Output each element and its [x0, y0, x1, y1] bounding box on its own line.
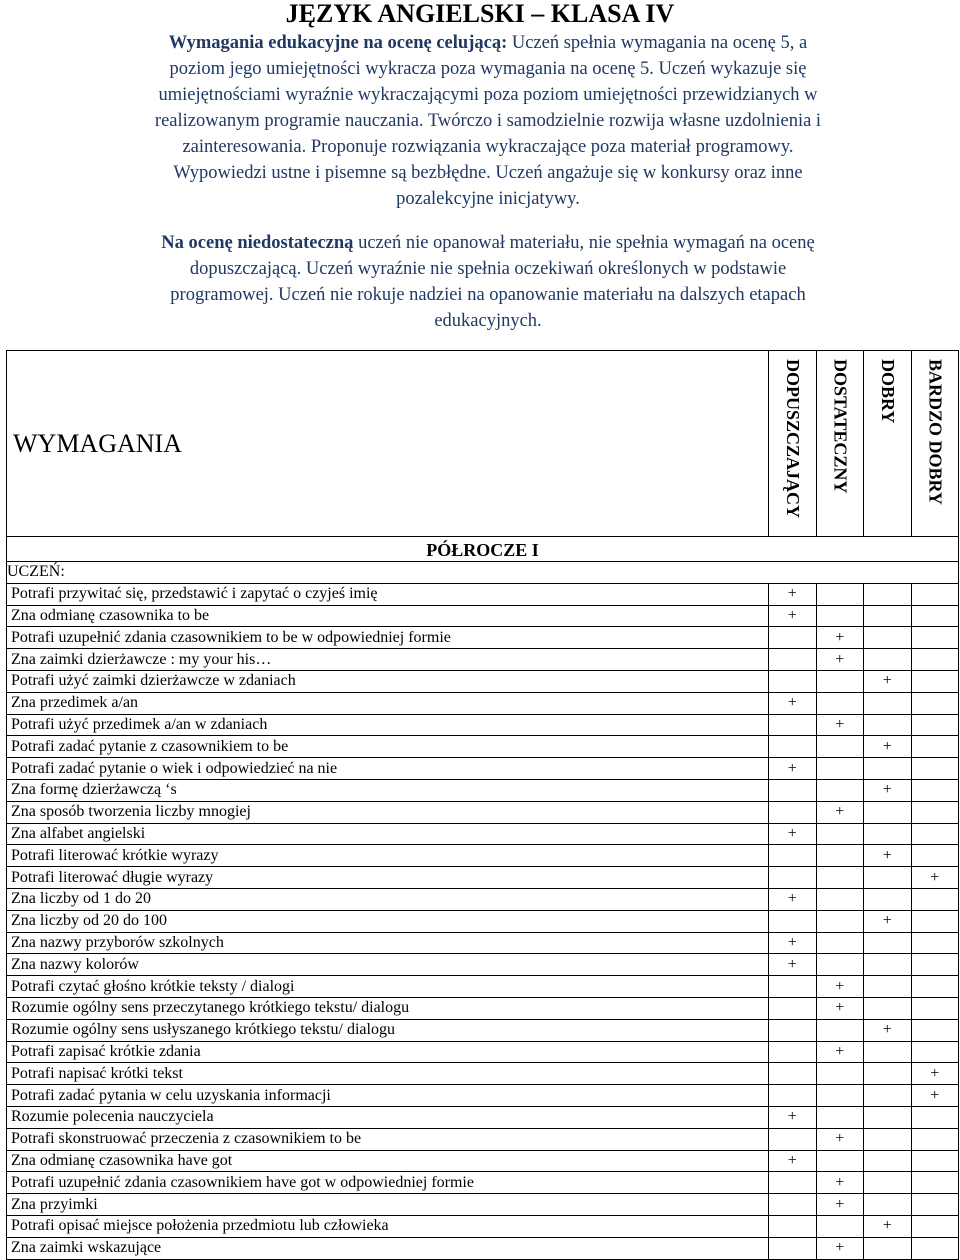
grade-cell	[911, 1150, 959, 1172]
grade-cell	[816, 670, 864, 692]
grade-cell	[864, 605, 912, 627]
grade-cell	[769, 801, 817, 823]
grade-cell	[911, 758, 959, 780]
grade-cell	[911, 736, 959, 758]
table-row	[7, 692, 959, 714]
description-line: programowej. Uczeń nie rokuje nadziei na opanowanie materiału na dalszych etapach	[170, 285, 806, 305]
grade-cell	[816, 845, 864, 867]
description-line: umiejętnościami wyraźnie wykraczającymi poza poziom umiejętności przewidzianych w	[158, 85, 818, 105]
grade-mark: +	[911, 1085, 959, 1107]
grade-mark: +	[769, 1106, 817, 1128]
table-row	[7, 910, 959, 932]
grade-mark: +	[864, 845, 912, 867]
grade-cell	[816, 758, 864, 780]
requirement-text: Potrafi zadać pytanie o wiek i odpowiedzieć na nie	[7, 758, 769, 780]
grade-cell	[911, 910, 959, 932]
table-row	[7, 823, 959, 845]
grade-cell	[864, 1128, 912, 1150]
grade-mark: +	[769, 823, 817, 845]
requirement-text: Potrafi literować krótkie wyrazy	[7, 845, 769, 867]
requirement-text: Zna liczby od 1 do 20	[7, 888, 769, 910]
requirement-text: Zna formę dzierżawczą ‘s	[7, 779, 769, 801]
requirement-text: Potrafi czytać głośno krótkie teksty / dialogi	[7, 976, 769, 998]
subject-label: UCZEŃ:	[7, 562, 959, 584]
requirement-text: Zna zaimki wskazujące	[7, 1237, 769, 1259]
grade-cell	[911, 649, 959, 671]
grade-cell	[864, 649, 912, 671]
table-row	[7, 997, 959, 1019]
grade-cell	[911, 954, 959, 976]
table-row	[7, 1085, 959, 1107]
description-line: Wypowiedzi ustne i pisemne są bezbłędne. Uczeń angażuje się w konkursy oraz inne	[173, 163, 803, 183]
grade-cell	[911, 714, 959, 736]
table-row	[7, 954, 959, 976]
grade-cell	[864, 932, 912, 954]
grade-mark: +	[864, 910, 912, 932]
grade-cell	[864, 714, 912, 736]
requirement-text: Potrafi skonstruować przeczenia z czasownikiem to be	[7, 1128, 769, 1150]
table-row	[7, 1150, 959, 1172]
grade-cell	[864, 1063, 912, 1085]
table-row	[7, 1106, 959, 1128]
grade-header-label: DOSTATECZNY	[830, 359, 851, 494]
grade-cell	[911, 932, 959, 954]
grade-mark: +	[816, 1041, 864, 1063]
grade-mark: +	[769, 932, 817, 954]
grade-cell	[769, 670, 817, 692]
grade-cell	[911, 605, 959, 627]
grade-cell	[769, 910, 817, 932]
table-row	[7, 1019, 959, 1041]
table-row	[7, 1215, 959, 1237]
grade-cell	[864, 583, 912, 605]
grade-cell	[816, 1215, 864, 1237]
grade-mark: +	[911, 867, 959, 889]
grade-cell	[769, 1041, 817, 1063]
grade-cell	[816, 954, 864, 976]
grade-cell	[864, 1106, 912, 1128]
grade-mark: +	[816, 1172, 864, 1194]
requirement-text: Potrafi literować długie wyrazy	[7, 867, 769, 889]
grade-cell	[816, 867, 864, 889]
grade-mark: +	[816, 997, 864, 1019]
grade-cell	[911, 627, 959, 649]
grade-cell	[769, 845, 817, 867]
description-line: pozalekcyjne inicjatywy.	[396, 189, 580, 209]
grade-cell	[911, 1019, 959, 1041]
grade-cell	[911, 888, 959, 910]
grade-cell	[769, 779, 817, 801]
grade-cell	[864, 823, 912, 845]
grade-celujaca-label: Wymagania edukacyjne na ocenę celującą:	[168, 33, 508, 53]
grade-cell	[911, 692, 959, 714]
table-row	[7, 758, 959, 780]
grade-cell	[769, 1063, 817, 1085]
grade-cell	[911, 1106, 959, 1128]
grade-header-label: DOBRY	[877, 359, 898, 424]
grade-cell	[911, 779, 959, 801]
table-row	[7, 605, 959, 627]
grade-mark: +	[816, 714, 864, 736]
table-row	[7, 670, 959, 692]
grade-cell	[769, 976, 817, 998]
table-row	[7, 583, 959, 605]
table-row	[7, 888, 959, 910]
requirement-text: Potrafi uzupełnić zdania czasownikiem to be w odpowiedniej formie	[7, 627, 769, 649]
grade-cell	[911, 976, 959, 998]
grade-mark: +	[769, 1150, 817, 1172]
grade-mark: +	[769, 758, 817, 780]
requirement-text: Zna odmianę czasownika have got	[7, 1150, 769, 1172]
grade-cell	[816, 823, 864, 845]
grade-mark: +	[864, 736, 912, 758]
grade-mark: +	[864, 1019, 912, 1041]
requirement-text: Potrafi przywitać się, przedstawić i zapytać o czyjeś imię	[7, 583, 769, 605]
requirement-text: Rozumie ogólny sens przeczytanego krótkiego tekstu/ dialogu	[7, 997, 769, 1019]
grade-cell	[816, 888, 864, 910]
requirements-table	[6, 350, 959, 1260]
grade-cell	[864, 976, 912, 998]
table-row	[7, 1172, 959, 1194]
requirement-text: Zna odmianę czasownika to be	[7, 605, 769, 627]
grade-cell	[911, 801, 959, 823]
grade-mark: +	[864, 1215, 912, 1237]
grade-cell	[769, 867, 817, 889]
requirement-text: Potrafi zapisać krótkie zdania	[7, 1041, 769, 1063]
grade-header-dobry	[864, 351, 912, 537]
grade-mark: +	[769, 692, 817, 714]
grade-cell	[769, 1237, 817, 1259]
grade-mark: +	[816, 1237, 864, 1259]
table-row	[7, 649, 959, 671]
grade-cell	[911, 1237, 959, 1259]
grade-cell	[911, 1128, 959, 1150]
table-row	[7, 1237, 959, 1259]
grade-cell	[816, 1063, 864, 1085]
requirement-text: Potrafi uzupełnić zdania czasownikiem have got w odpowiedniej formie	[7, 1172, 769, 1194]
grade-cell	[769, 997, 817, 1019]
grade-cell	[864, 997, 912, 1019]
grade-cell	[911, 1041, 959, 1063]
description-line: edukacyjnych.	[434, 311, 542, 331]
table-row	[7, 867, 959, 889]
grade-cell	[911, 823, 959, 845]
requirement-text: Zna liczby od 20 do 100	[7, 910, 769, 932]
grade-cell	[816, 583, 864, 605]
grade-header-label: BARDZO DOBRY	[925, 359, 946, 505]
grade-cell	[864, 1041, 912, 1063]
grade-cell	[864, 1237, 912, 1259]
grade-cell	[816, 932, 864, 954]
requirement-text: Rozumie polecenia nauczyciela	[7, 1106, 769, 1128]
grade-header-dopuszczajacy	[769, 351, 817, 537]
grade-mark: +	[769, 583, 817, 605]
table-row	[7, 976, 959, 998]
grade-mark: +	[816, 976, 864, 998]
requirement-text: Potrafi napisać krótki tekst	[7, 1063, 769, 1085]
grade-niedostateczna-label: Na ocenę niedostateczną	[161, 233, 354, 253]
grade-cell	[911, 997, 959, 1019]
grade-cell	[816, 736, 864, 758]
description-line: poziom jego umiejętności wykracza poza wymagania na ocenę 5. Uczeń wykazuje się	[169, 59, 807, 79]
requirement-text: Zna nazwy przyborów szkolnych	[7, 932, 769, 954]
requirement-text: Zna przedimek a/an	[7, 692, 769, 714]
grade-cell	[816, 692, 864, 714]
table-row	[7, 1041, 959, 1063]
grade-cell	[864, 692, 912, 714]
grade-cell	[769, 1019, 817, 1041]
grade-cell	[864, 1150, 912, 1172]
requirement-text: Zna sposób tworzenia liczby mnogiej	[7, 801, 769, 823]
grade-mark: +	[769, 605, 817, 627]
grade-mark: +	[816, 1194, 864, 1216]
grade-cell	[769, 649, 817, 671]
grade-cell	[864, 867, 912, 889]
requirement-text: Zna zaimki dzierżawcze : my your his…	[7, 649, 769, 671]
page-title: JĘZYK ANGIELSKI – KLASA IV	[285, 0, 675, 28]
grade-cell	[911, 845, 959, 867]
grade-cell	[769, 627, 817, 649]
requirement-text: Zna nazwy kolorów	[7, 954, 769, 976]
section-title: PÓŁROCZE I	[7, 537, 959, 562]
grade-cell	[816, 779, 864, 801]
grade-cell	[816, 1085, 864, 1107]
grade-cell	[769, 714, 817, 736]
table-row	[7, 1128, 959, 1150]
grade-mark: +	[864, 670, 912, 692]
grade-mark: +	[769, 954, 817, 976]
grade-mark: +	[864, 779, 912, 801]
table-row	[7, 1194, 959, 1216]
requirement-text: Potrafi użyć przedimek a/an w zdaniach	[7, 714, 769, 736]
grade-cell	[911, 670, 959, 692]
grade-header-label: DOPUSZCZAJĄCY	[782, 359, 803, 519]
grade-cell	[911, 583, 959, 605]
grade-cell	[816, 1106, 864, 1128]
grade-cell	[769, 1085, 817, 1107]
requirement-text: Rozumie ogólny sens usłyszanego krótkiego tekstu/ dialogu	[7, 1019, 769, 1041]
grade-cell	[816, 910, 864, 932]
grade-cell	[911, 1194, 959, 1216]
grade-mark: +	[816, 801, 864, 823]
requirement-text: Potrafi zadać pytania w celu uzyskania informacji	[7, 1085, 769, 1107]
table-row	[7, 627, 959, 649]
grade-niedostateczna-description	[96, 230, 880, 334]
grade-mark: +	[911, 1063, 959, 1085]
description-line: Uczeń spełnia wymagania na ocenę 5, a	[507, 33, 808, 53]
grade-cell	[864, 1194, 912, 1216]
grade-cell	[864, 954, 912, 976]
grade-mark: +	[816, 649, 864, 671]
description-line: uczeń nie opanował materiału, nie spełnia wymagań na ocenę	[353, 233, 815, 253]
requirement-text: Potrafi zadać pytanie z czasownikiem to be	[7, 736, 769, 758]
grade-cell	[864, 1085, 912, 1107]
grade-cell	[816, 1150, 864, 1172]
grade-mark: +	[816, 627, 864, 649]
grade-celujaca-description	[96, 30, 880, 212]
grade-mark: +	[769, 888, 817, 910]
grade-cell	[769, 1128, 817, 1150]
grade-cell	[816, 1019, 864, 1041]
description-line: realizowanym programie nauczania. Twórczo i samodzielnie rozwija własne uzdolnienia i	[154, 111, 822, 131]
grade-header-dostateczny	[816, 351, 864, 537]
grade-cell	[864, 758, 912, 780]
grade-cell	[911, 1172, 959, 1194]
grade-cell	[769, 736, 817, 758]
grade-cell	[769, 1194, 817, 1216]
requirements-header: WYMAGANIA	[7, 351, 769, 537]
grade-cell	[769, 1215, 817, 1237]
table-row	[7, 932, 959, 954]
requirement-text: Zna alfabet angielski	[7, 823, 769, 845]
table-row	[7, 845, 959, 867]
grade-mark: +	[816, 1128, 864, 1150]
table-row	[7, 801, 959, 823]
requirement-text: Potrafi użyć zaimki dzierżawcze w zdaniach	[7, 670, 769, 692]
grade-cell	[816, 605, 864, 627]
grade-header-bardzo-dobry	[911, 351, 959, 537]
grade-cell	[864, 1172, 912, 1194]
table-row	[7, 779, 959, 801]
table-row	[7, 714, 959, 736]
description-line: dopuszczającą. Uczeń wyraźnie nie spełnia oczekiwań określonych w podstawie	[189, 259, 787, 279]
table-row	[7, 1063, 959, 1085]
grade-cell	[864, 801, 912, 823]
grade-cell	[911, 1215, 959, 1237]
description-line: zainteresowania. Proponuje rozwiązania wykraczające poza materiał programowy.	[182, 137, 794, 157]
grade-cell	[864, 627, 912, 649]
requirement-text: Potrafi opisać miejsce położenia przedmiotu lub człowieka	[7, 1215, 769, 1237]
grade-cell	[769, 1172, 817, 1194]
grade-cell	[864, 888, 912, 910]
table-row	[7, 736, 959, 758]
requirement-text: Zna przyimki	[7, 1194, 769, 1216]
